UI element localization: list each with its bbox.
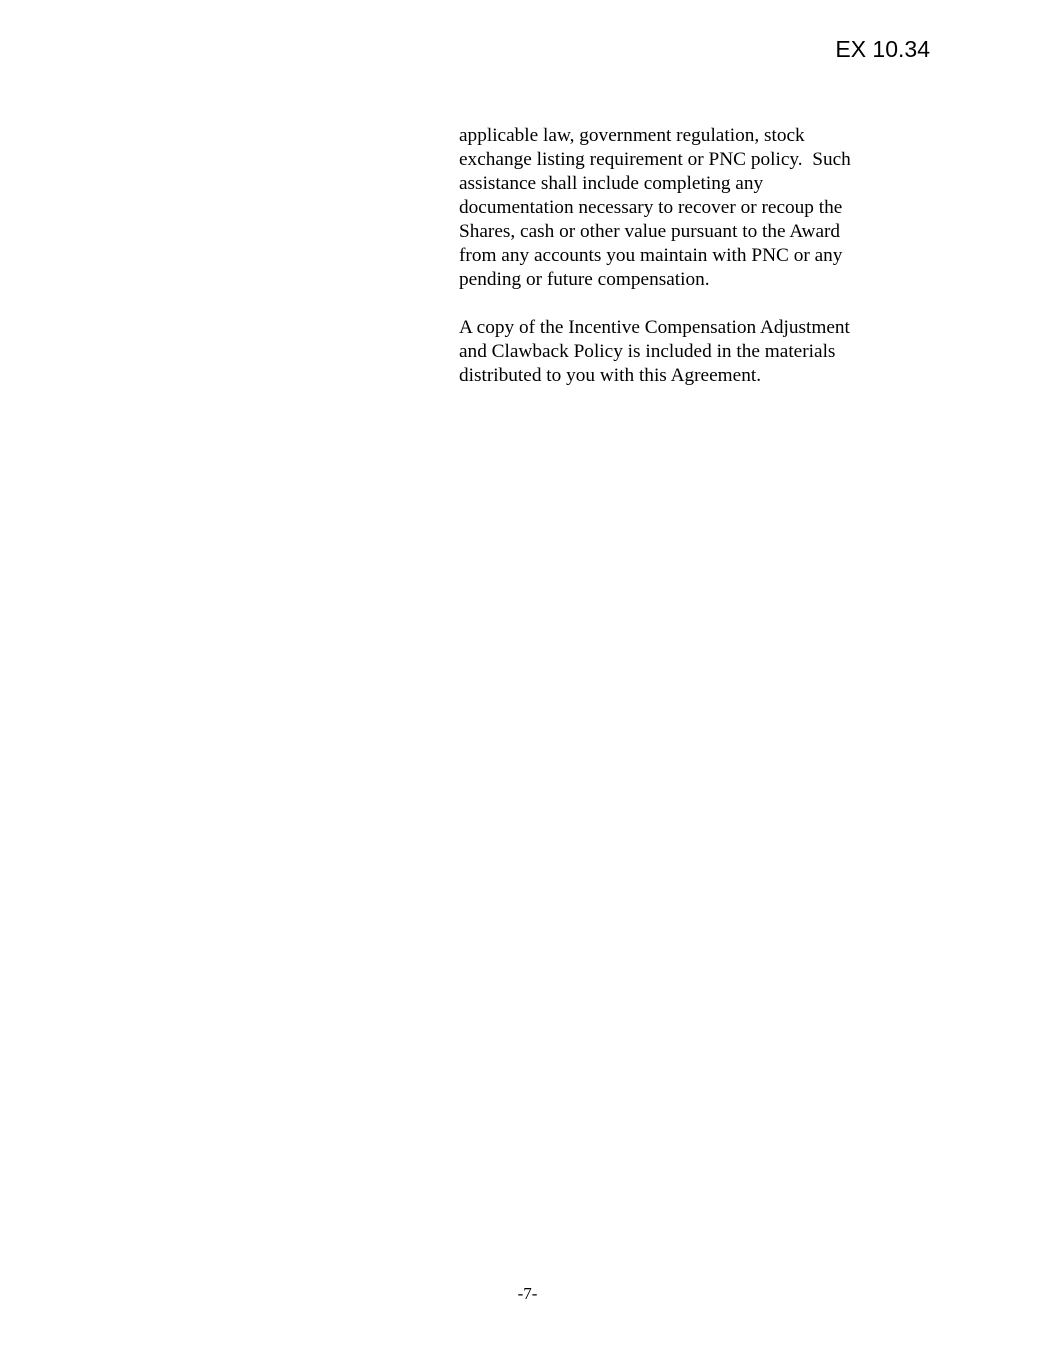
text-line: exchange listing requirement or PNC policy. Such: [459, 149, 851, 170]
text-line: assistance shall include completing any: [459, 173, 764, 194]
text-line: and Clawback Policy is included in the materials: [459, 341, 836, 362]
paragraph-clawback-assistance: [459, 124, 899, 292]
text-line: documentation necessary to recover or recoup the: [459, 197, 843, 218]
page-number: -7-: [517, 1284, 538, 1303]
text-line: distributed to you with this Agreement.: [459, 365, 762, 386]
document-body: [459, 124, 899, 412]
text-line: Shares, cash or other value pursuant to the Award: [459, 221, 841, 242]
paragraph-policy-copy: [459, 316, 899, 388]
text-line: applicable law, government regulation, stock: [459, 125, 805, 146]
text-line: pending or future compensation.: [459, 269, 710, 290]
exhibit-label: EX 10.34: [835, 36, 930, 62]
text-line: A copy of the Incentive Compensation Adjustment: [459, 317, 850, 338]
text-line: from any accounts you maintain with PNC or any: [459, 245, 843, 266]
